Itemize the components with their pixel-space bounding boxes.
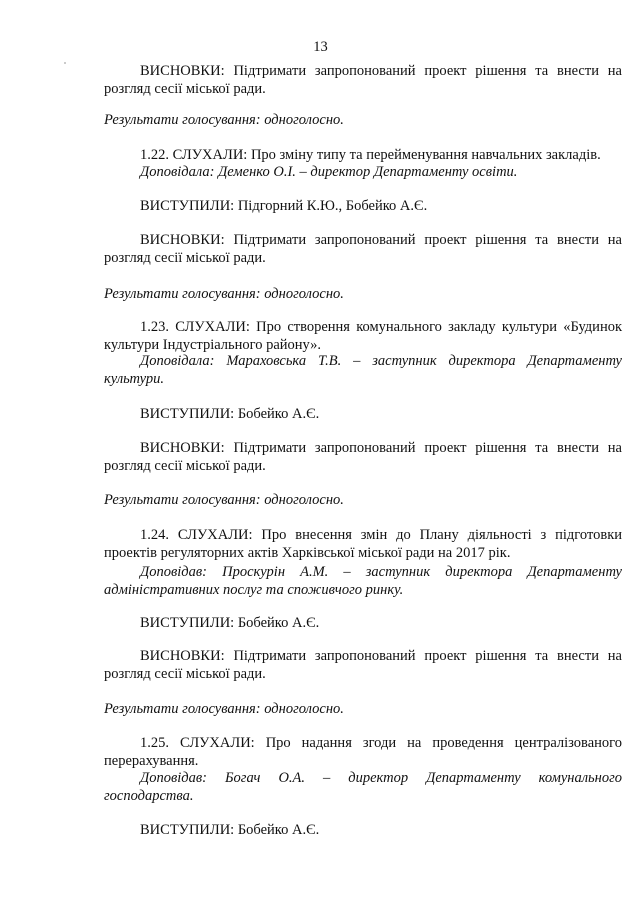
heard-item-1-24: 1.24. СЛУХАЛИ: Про внесення змін до Плану діяльності з підготовки проектів регуляторних актів Харківської міської ради на 2017 рік. xyxy=(104,527,622,561)
speaker-1-25: Доповідав: Богач О.А. – директор Департаменту комунального господарства. xyxy=(104,770,622,804)
voting-result: Результати голосування: одноголосно. xyxy=(104,492,344,508)
conclusion-paragraph: ВИСНОВКИ: Підтримати запропонований проект рішення та внести на розгляд сесії міської ради. xyxy=(104,232,622,266)
page-number: 13 xyxy=(313,39,328,55)
conclusion-paragraph: ВИСНОВКИ: Підтримати запропонований проект рішення та внести на розгляд сесії міської ради. xyxy=(104,648,622,682)
heard-item-1-23: 1.23. СЛУХАЛИ: Про створення комунального закладу культури «Будинок культури Індустріального району». xyxy=(104,319,622,353)
voting-result: Результати голосування: одноголосно. xyxy=(104,701,344,717)
voting-result: Результати голосування: одноголосно. xyxy=(104,286,344,302)
speaker-1-22: Доповідала: Деменко О.І. – директор Департаменту освіти. xyxy=(140,164,518,180)
heard-item-1-22: 1.22. СЛУХАЛИ: Про зміну типу та перейменування навчальних закладів. xyxy=(140,147,601,163)
voting-result: Результати голосування: одноголосно. xyxy=(104,112,344,128)
speaker-1-23: Доповідала: Мараховська Т.В. – заступник директора Департаменту культури. xyxy=(104,353,622,387)
conclusion-paragraph: ВИСНОВКИ: Підтримати запропонований проект рішення та внести на розгляд сесії міської ради. xyxy=(104,63,622,97)
speakers-paragraph: ВИСТУПИЛИ: Бобейко А.Є. xyxy=(140,406,320,422)
speakers-paragraph: ВИСТУПИЛИ: Бобейко А.Є. xyxy=(140,615,320,631)
speaker-1-24: Доповідав: Проскурін А.М. – заступник директора Департаменту адміністративних послуг та споживчого ринку. xyxy=(104,564,622,598)
speakers-paragraph: ВИСТУПИЛИ: Підгорний К.Ю., Бобейко А.Є. xyxy=(140,198,428,214)
conclusion-paragraph: ВИСНОВКИ: Підтримати запропонований проект рішення та внести на розгляд сесії міської ради. xyxy=(104,440,622,474)
speakers-paragraph: ВИСТУПИЛИ: Бобейко А.Є. xyxy=(140,822,320,838)
scan-speck xyxy=(64,62,66,64)
heard-item-1-25: 1.25. СЛУХАЛИ: Про надання згоди на проведення централізованого перерахування. xyxy=(104,735,622,769)
